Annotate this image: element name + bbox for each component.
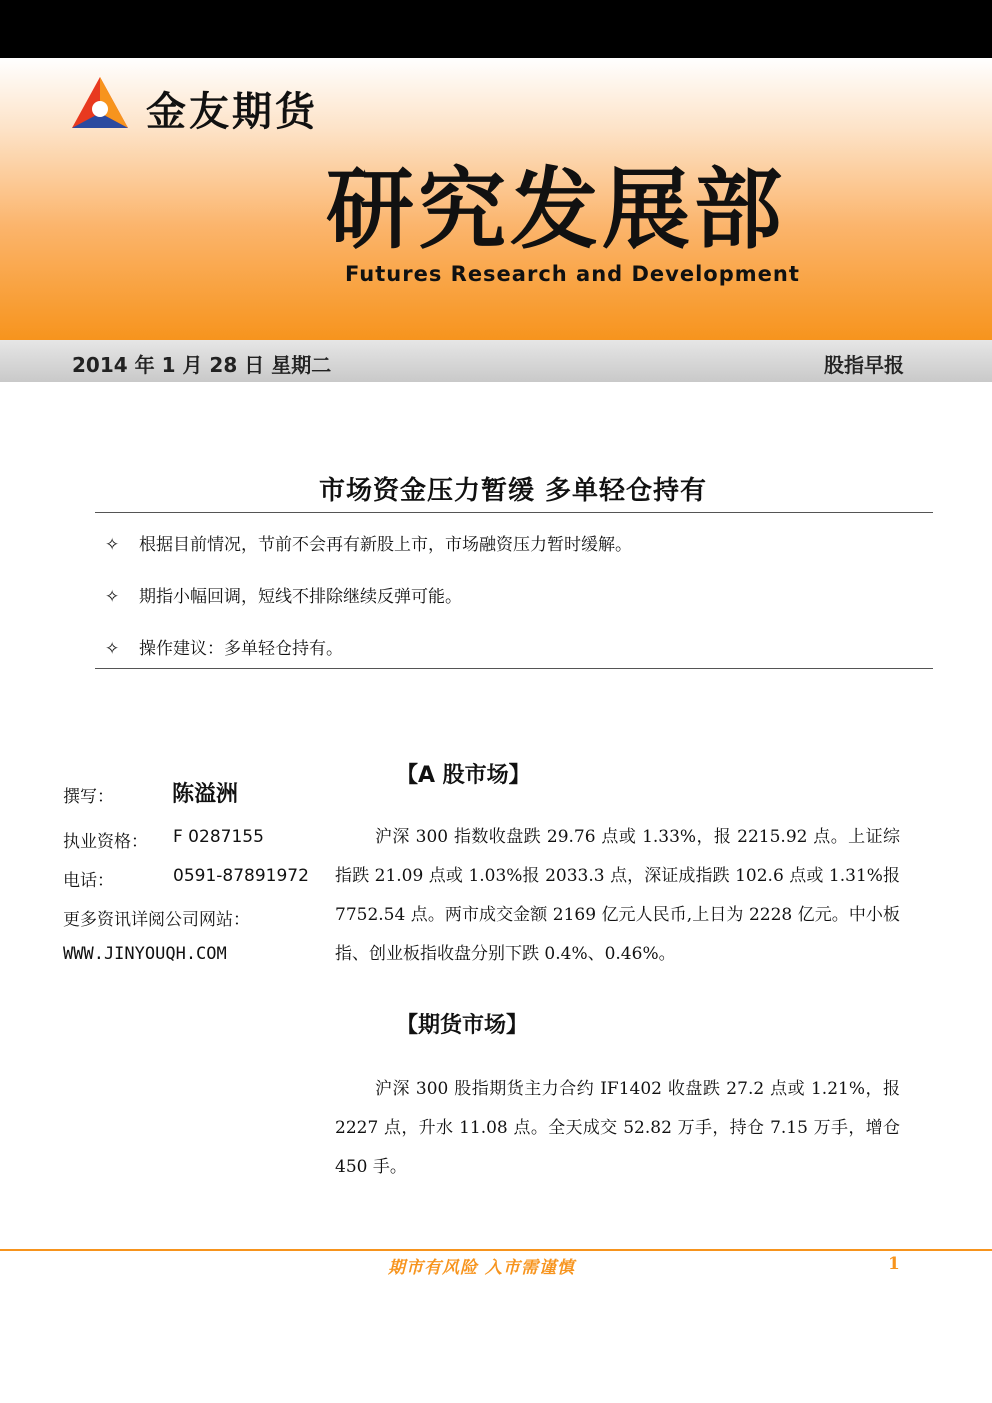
- section-title-futures: 【期货市场】: [396, 1013, 529, 1038]
- author-name: 陈溢洲: [172, 782, 239, 807]
- author-label: 撰写：: [63, 787, 114, 807]
- section-title-a-share: 【A 股市场】: [396, 763, 531, 788]
- section-text-futures: 沪深 300 股指期货主力合约 IF1402 收盘跌 27.2 点或 1.21%，报 2227 点，升水 11.08 点。全天成交 52.82 万手，持仓 7.15 万手，增仓 450 手。: [335, 1079, 900, 1177]
- risk-slogan: 期市有风险 入市需谨慎: [388, 1258, 575, 1278]
- diamond-bullet-icon: ✧: [105, 587, 120, 607]
- phone-number: 0591-87891972: [173, 866, 309, 886]
- summary-bullet: [105, 634, 343, 659]
- headline: 市场资金压力暂缓 多单轻仓持有: [318, 476, 708, 506]
- bullet-text: 操作建议：多单轻仓持有。: [139, 639, 343, 659]
- brand-name: 金友期货: [146, 89, 318, 135]
- report-type: 股指早报: [824, 353, 904, 377]
- department-title: 研究发展部: [326, 157, 787, 261]
- summary-bullet: [105, 530, 632, 555]
- top-black-bar: [0, 0, 992, 58]
- license-number: F 0287155: [173, 827, 264, 847]
- summary-top-rule: [95, 512, 933, 513]
- summary-bottom-rule: [95, 668, 933, 669]
- bullet-text: 期指小幅回调，短线不排除继续反弹可能。: [139, 587, 462, 607]
- license-label: 执业资格：: [63, 832, 148, 852]
- diamond-bullet-icon: ✧: [105, 639, 120, 659]
- license-row: [63, 827, 264, 852]
- department-title-en: Futures Research and Development: [345, 262, 800, 286]
- bullet-text: 根据目前情况，节前不会再有新股上市，市场融资压力暂时缓解。: [139, 535, 632, 555]
- website-label: 更多资讯详阅公司网站：: [63, 910, 250, 930]
- phone-row: [63, 866, 309, 891]
- website-link[interactable]: WWW.JINYOUQH.COM: [63, 944, 227, 964]
- page-number: 1: [888, 1254, 900, 1274]
- report-date: 2014 年 1 月 28 日 星期二: [72, 353, 332, 377]
- company-logo-icon: [70, 75, 130, 130]
- diamond-bullet-icon: ✧: [105, 535, 120, 555]
- footer-rule: [0, 1249, 992, 1251]
- section-text-a-share: 沪深 300 指数收盘跌 29.76 点或 1.33%，报 2215.92 点。上证综指跌 21.09 点或 1.03%报 2033.3 点，深证成指跌 102.6 点或 1.31%报 7752.54 点。两市成交金额 2169 亿元人民币,上日为 2228 亿元。中小板指、创业板指收盘分别下跌 0.4%、0.46%。: [335, 827, 900, 964]
- summary-bullet: [105, 582, 462, 607]
- date-bar: [0, 340, 992, 382]
- phone-label: 电话：: [63, 871, 114, 891]
